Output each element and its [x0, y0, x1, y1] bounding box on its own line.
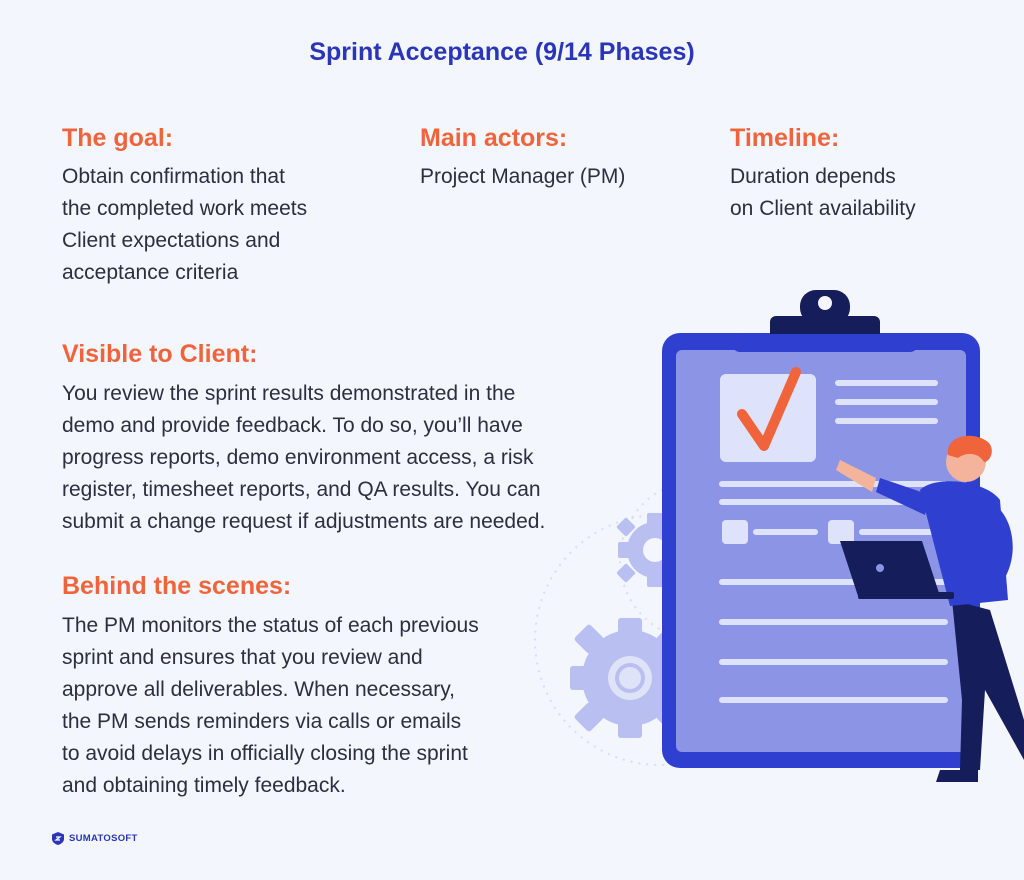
- visible-line: demo and provide feedback. To do so, you’ll have: [62, 414, 523, 437]
- timeline-text: [730, 161, 980, 225]
- timeline-heading: Timeline:: [730, 124, 840, 152]
- timeline-line: on Client availability: [730, 197, 916, 220]
- shield-logo-icon: [52, 832, 64, 845]
- behind-line: sprint and ensures that you review and: [62, 646, 423, 669]
- goal-line: Client expectations and: [62, 229, 281, 252]
- behind-heading: Behind the scenes:: [62, 572, 292, 600]
- timeline-line: Duration depends: [730, 165, 896, 188]
- goal-line: the completed work meets: [62, 197, 308, 220]
- goal-text: [62, 161, 382, 289]
- illustration: [530, 270, 1024, 790]
- visible-line: register, timesheet reports, and QA results. You can: [62, 478, 541, 501]
- behind-line: approve all deliverables. When necessary,: [62, 678, 455, 701]
- goal-line: acceptance criteria: [62, 261, 239, 284]
- visible-heading: Visible to Client:: [62, 340, 258, 368]
- behind-line: and obtaining timely feedback.: [62, 774, 346, 797]
- behind-line: the PM sends reminders via calls or emails: [62, 710, 462, 733]
- visible-line: progress reports, demo environment access, a risk: [62, 446, 534, 469]
- actors-line: Project Manager (PM): [420, 165, 626, 188]
- logo-text: SUMATOSOFT: [69, 833, 138, 844]
- goal-heading: The goal:: [62, 124, 174, 152]
- actors-text: [420, 161, 690, 193]
- behind-text: [62, 610, 562, 802]
- visible-line: You review the sprint results demonstrated in the: [62, 382, 516, 405]
- actors-heading: Main actors:: [420, 124, 568, 152]
- behind-line: to avoid delays in officially closing the sprint: [62, 742, 468, 765]
- behind-line: The PM monitors the status of each previous: [62, 614, 479, 637]
- brand-logo: [52, 832, 138, 845]
- page-title: Sprint Acceptance (9/14 Phases): [309, 38, 695, 66]
- visible-line: submit a change request if adjustments are needed.: [62, 510, 546, 533]
- goal-line: Obtain confirmation that: [62, 165, 285, 188]
